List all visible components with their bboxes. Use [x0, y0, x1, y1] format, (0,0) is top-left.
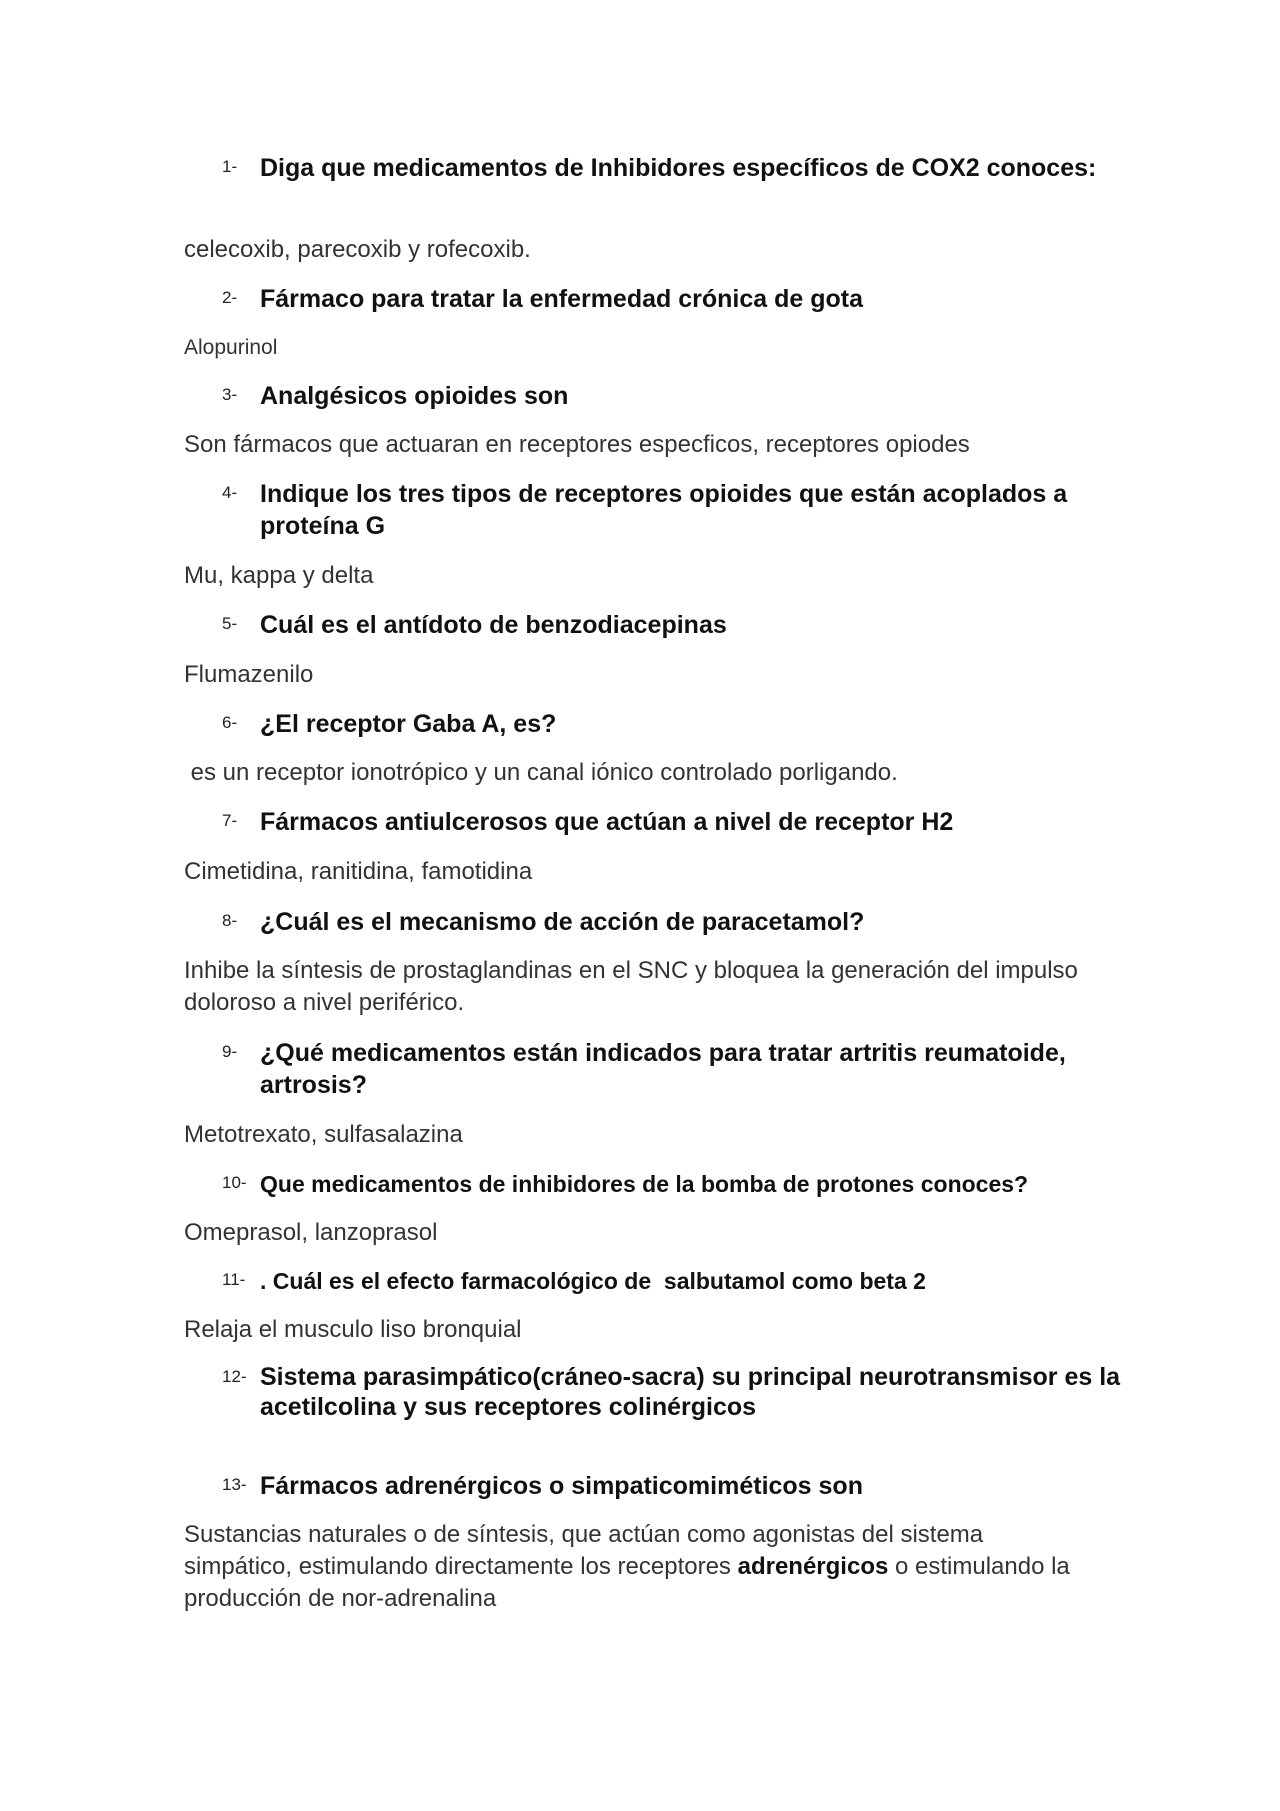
question-text: Analgésicos opioides son [260, 382, 569, 410]
answer-5: Flumazenilo [184, 661, 314, 688]
question-4 [222, 478, 1122, 542]
question-text: Sistema parasimpático(cráneo-sacra) su principal neurotransmisor es la acetilcolina y sus receptores colinérgicos [260, 1363, 1121, 1421]
question-number: 8- [222, 911, 238, 930]
question-text: . Cuál es el efecto farmacológico de salbutamol como beta 2 [260, 1268, 926, 1294]
answer-11: Relaja el musculo liso bronquial [184, 1316, 522, 1343]
answer-text: o estimulando la producción de nor-adrenalina [184, 1553, 1070, 1612]
answer-9: Metotrexato, sulfasalazina [184, 1121, 463, 1148]
question-text: Indique los tres tipos de receptores opioides que están acoplados a proteína G [260, 480, 1068, 540]
question-text: Cuál es el antídoto de benzodiacepinas [260, 611, 727, 639]
question-1 [222, 152, 1122, 184]
question-10 [222, 1168, 1122, 1200]
answer-text: Sustancias naturales o de síntesis, que actúan como agonistas del sistema simpático, estimulando directamente los receptores [184, 1521, 984, 1580]
answer-bold-term: adrenérgicos [737, 1553, 889, 1580]
question-number: 7- [222, 811, 238, 830]
answer-1: celecoxib, parecoxib y rofecoxib. [184, 236, 531, 263]
question-7 [222, 806, 1122, 838]
question-11 [222, 1265, 1122, 1297]
question-number: 1- [222, 157, 238, 176]
question-text: Diga que medicamentos de Inhibidores específicos de COX2 conoces: [260, 154, 1097, 182]
question-8 [222, 906, 1122, 938]
answer-8: Inhibe la síntesis de prostaglandinas en el SNC y bloquea la generación del impulso doloroso a nivel periférico. [184, 957, 1078, 1016]
question-text: ¿Qué medicamentos están indicados para tratar artritis reumatoide, artrosis? [260, 1039, 1066, 1099]
answer-4: Mu, kappa y delta [184, 562, 374, 589]
question-number: 9- [222, 1042, 238, 1061]
question-text: Que medicamentos de inhibidores de la bomba de protones conoces? [260, 1171, 1029, 1197]
question-number: 5- [222, 614, 238, 633]
question-text: Fármaco para tratar la enfermedad crónica de gota [260, 285, 863, 313]
question-2 [222, 283, 1122, 315]
question-number: 13- [222, 1475, 247, 1494]
question-number: 4- [222, 483, 238, 502]
question-text: ¿El receptor Gaba A, es? [260, 710, 557, 738]
question-number: 12- [222, 1367, 247, 1386]
question-3 [222, 380, 1122, 412]
question-text: ¿Cuál es el mecanismo de acción de paracetamol? [260, 908, 865, 936]
answer-3: Son fármacos que actuaran en receptores especficos, receptores opiodes [184, 431, 970, 458]
answer-10: Omeprasol, lanzoprasol [184, 1219, 438, 1246]
question-5 [222, 609, 1122, 641]
question-number: 11- [222, 1270, 246, 1289]
question-text: Fármacos adrenérgicos o simpaticomiméticos son [260, 1472, 863, 1500]
question-number: 3- [222, 385, 238, 404]
question-number: 6- [222, 713, 238, 732]
question-number: 2- [222, 288, 238, 307]
answer-2: Alopurinol [184, 336, 278, 359]
question-number: 10- [222, 1173, 247, 1192]
question-13 [222, 1470, 1122, 1502]
question-text: Fármacos antiulcerosos que actúan a nivel de receptor H2 [260, 808, 954, 836]
question-9 [222, 1037, 1122, 1101]
question-6 [222, 708, 1122, 740]
answer-13 [184, 1519, 1084, 1615]
answer-6: es un receptor ionotrópico y un canal iónico controlado porligando. [184, 759, 898, 786]
answer-7: Cimetidina, ranitidina, famotidina [184, 858, 533, 885]
question-12 [222, 1362, 1122, 1422]
